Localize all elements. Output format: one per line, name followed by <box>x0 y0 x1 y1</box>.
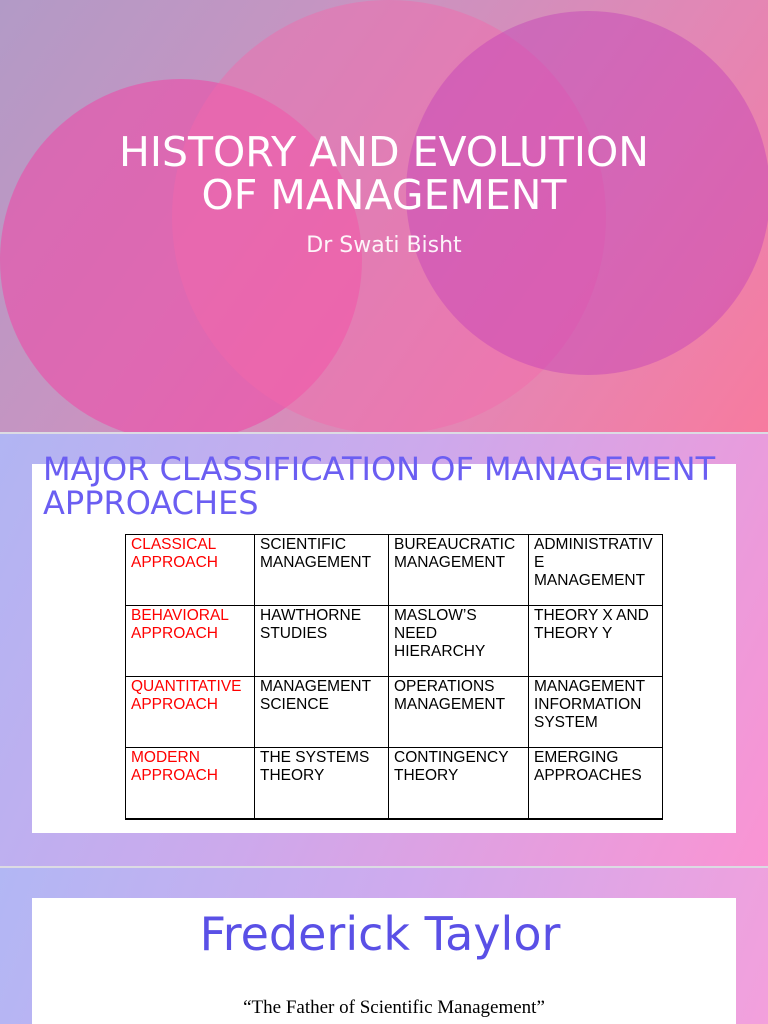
table-cell: THEORY X AND THEORY Y <box>529 606 663 677</box>
approach-label-cell: MODERN APPROACH <box>126 748 255 819</box>
slide-title: Frederick Taylor <box>199 907 561 961</box>
slide-quote: “The Father of Scientific Management” <box>243 997 545 1018</box>
author-name: Dr Swati Bisht <box>306 233 462 258</box>
table-row <box>126 535 663 606</box>
approach-label-cell: QUANTITATIVE APPROACH <box>126 677 255 748</box>
presentation-title: HISTORY AND EVOLUTION OF MANAGEMENT <box>119 128 649 219</box>
table-row <box>126 748 663 819</box>
table-cell: THE SYSTEMS THEORY <box>255 748 389 819</box>
title-slide <box>0 0 768 432</box>
taylor-slide <box>0 868 768 1024</box>
table-cell: MANAGEMENT INFORMATION SYSTEM <box>529 677 663 748</box>
table-cell: BUREAUCRATIC MANAGEMENT <box>389 535 529 606</box>
approach-label-cell: CLASSICAL APPROACH <box>126 535 255 606</box>
table-cell: EMERGING APPROACHES <box>529 748 663 819</box>
classification-slide <box>0 434 768 866</box>
table-cell: MASLOW’S NEED HIERARCHY <box>389 606 529 677</box>
table-cell: SCIENTIFIC MANAGEMENT <box>255 535 389 606</box>
content-panel <box>32 898 736 1024</box>
table-cell: MANAGEMENT SCIENCE <box>255 677 389 748</box>
table-row <box>126 677 663 748</box>
approach-label-cell: BEHAVIORAL APPROACH <box>126 606 255 677</box>
approach-classification-table <box>125 534 663 820</box>
table-cell: ADMINISTRATIV E MANAGEMENT <box>529 535 663 606</box>
table-cell: HAWTHORNE STUDIES <box>255 606 389 677</box>
slide-title: MAJOR CLASSIFICATION OF MANAGEMENT APPROACHES <box>43 450 716 522</box>
table-cell: CONTINGENCY THEORY <box>389 748 529 819</box>
table-cell: OPERATIONS MANAGEMENT <box>389 677 529 748</box>
table-row <box>126 606 663 677</box>
